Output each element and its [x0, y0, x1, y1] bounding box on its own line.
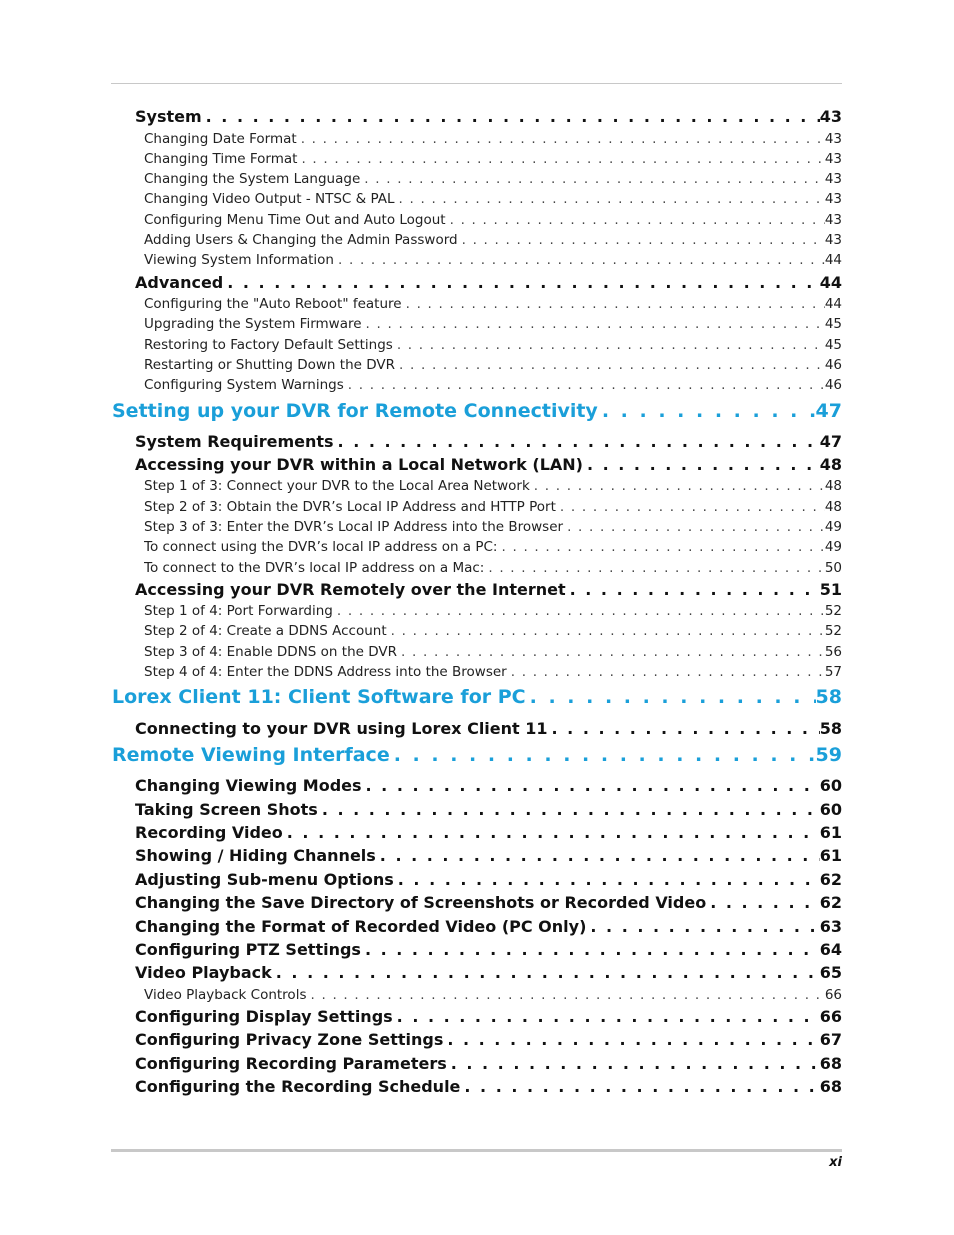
toc-entry[interactable]: [144, 539, 842, 557]
toc-entry-title: Adding Users & Changing the Admin Password: [144, 232, 458, 248]
toc-entry-title: Video Playback Controls: [144, 987, 307, 1003]
toc-entry-title: Accessing your DVR Remotely over the Internet: [135, 580, 566, 599]
page-number: xi: [829, 1155, 842, 1170]
toc-entry-page: 51: [819, 580, 842, 599]
toc-entry[interactable]: [144, 296, 842, 314]
toc-entry[interactable]: [144, 232, 842, 250]
toc-entry-title: Configuring System Warnings: [144, 377, 344, 393]
toc-entry[interactable]: [144, 664, 842, 682]
dot-leader: [272, 963, 820, 982]
toc-entry[interactable]: [135, 963, 842, 984]
toc-entry-title: Step 1 of 4: Port Forwarding: [144, 603, 333, 619]
dot-leader: [390, 744, 816, 766]
toc-entry-title: Step 3 of 4: Enable DDNS on the DVR: [144, 644, 397, 660]
toc-entry-page: 68: [819, 1077, 842, 1096]
dot-leader: [598, 400, 816, 422]
toc-entry[interactable]: [135, 719, 842, 740]
dot-leader: [297, 151, 824, 167]
dot-leader: [333, 603, 825, 619]
toc-entry-page: 63: [819, 917, 842, 936]
toc-entry-title: Restarting or Shutting Down the DVR: [144, 357, 395, 373]
toc-entry-title: Changing Time Format: [144, 151, 298, 167]
toc-entry[interactable]: [135, 1054, 842, 1075]
toc-entry-title: Viewing System Information: [144, 252, 334, 268]
dot-leader: [556, 499, 825, 515]
toc-entry[interactable]: [135, 846, 842, 867]
toc-entry[interactable]: [135, 1077, 842, 1098]
toc-entry[interactable]: [144, 252, 842, 270]
toc-entry-title: Upgrading the System Firmware: [144, 316, 362, 332]
toc-entry-title: Taking Screen Shots: [135, 800, 318, 819]
toc-entry-page: 67: [819, 1030, 842, 1049]
toc-entry-page: 66: [819, 1007, 842, 1026]
footer-rule: [111, 1149, 842, 1152]
toc-entry[interactable]: [112, 686, 842, 712]
toc-entry-page: 60: [819, 800, 842, 819]
toc-entry[interactable]: [144, 337, 842, 355]
dot-leader: [443, 1030, 819, 1049]
dot-leader: [360, 171, 825, 187]
toc-entry-title: Step 2 of 3: Obtain the DVR’s Local IP Address and HTTP Port: [144, 499, 556, 515]
toc-entry-title: Showing / Hiding Channels: [135, 846, 376, 865]
toc-entry-page: 59: [815, 744, 842, 766]
dot-leader: [526, 686, 816, 708]
dot-leader: [361, 940, 820, 959]
toc-entry-page: 43: [824, 232, 842, 248]
dot-leader: [397, 644, 825, 660]
toc-entry-page: 48: [824, 478, 842, 494]
header-rule: [111, 83, 842, 84]
toc-entry-page: 49: [824, 539, 842, 555]
toc-entry-page: 52: [824, 623, 842, 639]
dot-leader: [395, 191, 825, 207]
dot-leader: [402, 296, 825, 312]
toc-entry[interactable]: [144, 316, 842, 334]
dot-leader: [458, 232, 825, 248]
toc-entry-title: Adjusting Sub-menu Options: [135, 870, 394, 889]
toc-entry-title: Configuring Recording Parameters: [135, 1054, 447, 1073]
toc-entry[interactable]: [144, 131, 842, 149]
toc-entry-page: 64: [819, 940, 842, 959]
toc-entry-page: 68: [819, 1054, 842, 1073]
toc-entry-page: 43: [824, 191, 842, 207]
toc-entry-title: System: [135, 107, 202, 126]
dot-leader: [460, 1077, 819, 1096]
dot-leader: [376, 846, 820, 865]
toc-entry[interactable]: [135, 455, 842, 476]
toc-entry-title: Remote Viewing Interface: [112, 744, 390, 766]
dot-leader: [548, 719, 820, 738]
toc-entry[interactable]: [135, 580, 842, 601]
toc-entry[interactable]: [144, 357, 842, 375]
toc-entry-title: Step 2 of 4: Create a DDNS Account: [144, 623, 387, 639]
dot-leader: [393, 337, 825, 353]
dot-leader: [706, 893, 820, 912]
toc-entry[interactable]: [144, 987, 842, 1005]
toc-entry-title: Changing the System Language: [144, 171, 361, 187]
toc-entry-title: Lorex Client 11: Client Software for PC: [112, 686, 526, 708]
toc-entry-page: 61: [819, 846, 842, 865]
toc-entry-title: Restoring to Factory Default Settings: [144, 337, 393, 353]
toc-entry-title: Changing Video Output - NTSC & PAL: [144, 191, 395, 207]
toc-entry-page: 47: [815, 400, 842, 422]
toc-entry-page: 66: [824, 987, 842, 1003]
dot-leader: [306, 987, 824, 1003]
toc-entry-page: 43: [824, 171, 842, 187]
toc-entry-title: Recording Video: [135, 823, 283, 842]
toc-entry-page: 48: [824, 499, 842, 515]
toc-entry-title: Configuring the "Auto Reboot" feature: [144, 296, 402, 312]
dot-leader: [507, 664, 825, 680]
toc-entry[interactable]: [144, 603, 842, 621]
dot-leader: [318, 800, 820, 819]
toc-entry-title: Accessing your DVR within a Local Network (LAN): [135, 455, 583, 474]
toc-entry-page: 65: [819, 963, 842, 982]
toc-entry-page: 58: [819, 719, 842, 738]
toc-entry-title: Setting up your DVR for Remote Connectivity: [112, 400, 598, 422]
toc-entry-title: Changing Viewing Modes: [135, 776, 362, 795]
toc-entry[interactable]: [112, 744, 842, 770]
toc-entry[interactable]: [135, 823, 842, 844]
toc-entry[interactable]: [144, 519, 842, 537]
dot-leader: [393, 1007, 820, 1026]
dot-leader: [362, 316, 825, 332]
toc-entry[interactable]: [135, 800, 842, 821]
dot-leader: [530, 478, 825, 494]
toc-entry-page: 61: [819, 823, 842, 842]
dot-leader: [334, 252, 825, 268]
toc-entry-title: Changing Date Format: [144, 131, 297, 147]
toc-entry-page: 43: [819, 107, 842, 126]
toc-entry[interactable]: [112, 400, 842, 426]
dot-leader: [484, 560, 824, 576]
dot-leader: [283, 823, 820, 842]
toc-entry[interactable]: [135, 107, 842, 128]
dot-leader: [387, 623, 825, 639]
toc-entry[interactable]: [144, 644, 842, 662]
toc-entry-title: To connect to the DVR’s local IP address on a Mac:: [144, 560, 485, 576]
toc-entry[interactable]: [144, 478, 842, 496]
dot-leader: [563, 519, 825, 535]
dot-leader: [446, 212, 825, 228]
toc-entry-title: Configuring PTZ Settings: [135, 940, 361, 959]
toc-entry-page: 50: [824, 560, 842, 576]
toc-entry-page: 57: [824, 664, 842, 680]
toc-entry-page: 44: [824, 296, 842, 312]
toc-entry-title: Advanced: [135, 273, 224, 292]
toc-entry-title: Connecting to your DVR using Lorex Client 11: [135, 719, 548, 738]
toc-entry-page: 43: [824, 131, 842, 147]
toc-entry-title: Step 3 of 3: Enter the DVR’s Local IP Address into the Browser: [144, 519, 564, 535]
toc-entry[interactable]: [135, 917, 842, 938]
toc-entry[interactable]: [135, 940, 842, 961]
toc-entry-title: Video Playback: [135, 963, 272, 982]
toc-entry[interactable]: [135, 870, 842, 891]
toc-entry-title: Step 4 of 4: Enter the DDNS Address into the Browser: [144, 664, 507, 680]
dot-leader: [334, 432, 820, 451]
toc-entry[interactable]: [144, 377, 842, 395]
toc-entry-page: 47: [819, 432, 842, 451]
toc-entry[interactable]: [144, 499, 842, 517]
toc-entry[interactable]: [144, 151, 842, 169]
dot-leader: [394, 870, 820, 889]
toc-entry[interactable]: [135, 273, 842, 294]
toc-entry-title: Changing the Save Directory of Screenshots or Recorded Video: [135, 893, 707, 912]
dot-leader: [395, 357, 825, 373]
dot-leader: [362, 776, 820, 795]
toc-entry[interactable]: [135, 1007, 842, 1028]
dot-leader: [202, 107, 820, 126]
dot-leader: [586, 917, 819, 936]
toc-entry-title: System Requirements: [135, 432, 334, 451]
toc-entry[interactable]: [144, 191, 842, 209]
toc-entry[interactable]: [135, 432, 842, 453]
toc-entry[interactable]: [144, 623, 842, 641]
toc-entry-page: 45: [824, 337, 842, 353]
toc-entry-page: 60: [819, 776, 842, 795]
dot-leader: [566, 580, 820, 599]
toc-entry-page: 46: [824, 357, 842, 373]
toc-entry-page: 44: [819, 273, 842, 292]
dot-leader: [344, 377, 825, 393]
toc-entry-page: 49: [824, 519, 842, 535]
toc-entry-page: 52: [824, 603, 842, 619]
toc-entry-title: Configuring Menu Time Out and Auto Logout: [144, 212, 446, 228]
toc-entry[interactable]: [144, 212, 842, 230]
dot-leader: [583, 455, 820, 474]
toc-entry-page: 45: [824, 316, 842, 332]
toc-entry-page: 43: [824, 151, 842, 167]
dot-leader: [223, 273, 819, 292]
toc-entry-title: Step 1 of 3: Connect your DVR to the Local Area Network: [144, 478, 530, 494]
toc-entry-title: To connect using the DVR’s local IP address on a PC:: [144, 539, 498, 555]
dot-leader: [447, 1054, 820, 1073]
toc-entry-page: 58: [815, 686, 842, 708]
toc-entry-page: 44: [824, 252, 842, 268]
toc-entry[interactable]: [135, 776, 842, 797]
toc-entry[interactable]: [135, 1030, 842, 1051]
toc-entry-page: 62: [819, 870, 842, 889]
toc-entry-page: 62: [819, 893, 842, 912]
dot-leader: [497, 539, 824, 555]
toc-entry-page: 48: [819, 455, 842, 474]
dot-leader: [297, 131, 825, 147]
toc-entry[interactable]: [144, 171, 842, 189]
toc-entry[interactable]: [135, 893, 842, 914]
toc-entry-title: Configuring Display Settings: [135, 1007, 393, 1026]
toc-entry-title: Configuring Privacy Zone Settings: [135, 1030, 444, 1049]
toc-entry-page: 43: [824, 212, 842, 228]
toc-entry-title: Changing the Format of Recorded Video (PC Only): [135, 917, 587, 936]
toc-entry[interactable]: [144, 560, 842, 578]
toc-entry-page: 46: [824, 377, 842, 393]
toc-entry-title: Configuring the Recording Schedule: [135, 1077, 461, 1096]
toc-entry-page: 56: [824, 644, 842, 660]
